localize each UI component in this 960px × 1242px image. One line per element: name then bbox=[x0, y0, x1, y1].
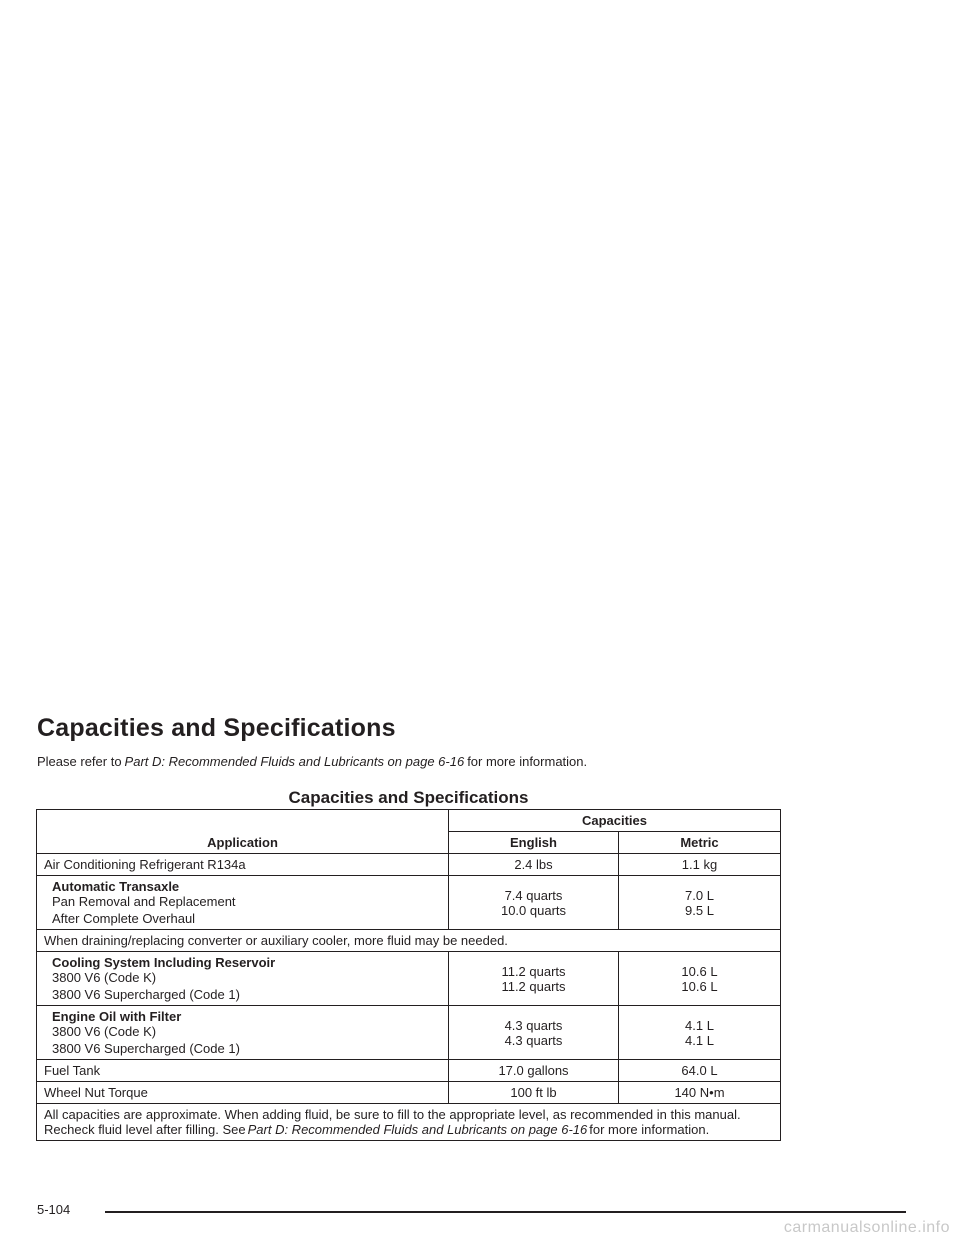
header-metric: Metric bbox=[619, 832, 781, 854]
english-value: 7.4 quarts bbox=[504, 887, 563, 903]
table-title: Capacities and Specifications bbox=[288, 788, 529, 807]
group-title: Automatic Transaxle bbox=[52, 879, 180, 894]
metric-value: 10.6 L bbox=[681, 963, 718, 979]
header-capacities: Capacities bbox=[449, 810, 781, 832]
metric-cell: 1.1 kg bbox=[619, 854, 781, 876]
sub-item: 3800 V6 Supercharged (Code 1) bbox=[52, 1041, 240, 1056]
metric-cell bbox=[619, 876, 781, 930]
english-cell bbox=[449, 1006, 619, 1060]
note-cell: When draining/replacing converter or auxiliary cooler, more fluid may be needed. bbox=[37, 930, 781, 952]
intro-paragraph bbox=[37, 752, 587, 772]
metric-value: 4.1 L bbox=[685, 1032, 714, 1048]
table-header-row bbox=[37, 810, 781, 832]
intro-cross-reference: Part D: Recommended Fluids and Lubricants on page 6-16 bbox=[124, 754, 465, 769]
intro-text-before: Please refer to bbox=[37, 754, 122, 769]
english-value: 11.2 quarts bbox=[501, 978, 566, 994]
table-row bbox=[37, 1006, 781, 1060]
sub-item: Pan Removal and Replacement bbox=[52, 894, 236, 909]
table-row bbox=[37, 952, 781, 1006]
application-cell bbox=[37, 876, 449, 930]
english-cell: 100 ft lb bbox=[449, 1082, 619, 1104]
metric-cell: 140 N•m bbox=[619, 1082, 781, 1104]
application-cell: Air Conditioning Refrigerant R134a bbox=[37, 854, 449, 876]
metric-value: 7.0 L bbox=[685, 887, 714, 903]
sub-item: 3800 V6 Supercharged (Code 1) bbox=[52, 987, 240, 1002]
metric-value: 10.6 L bbox=[681, 978, 718, 994]
header-english: English bbox=[449, 832, 619, 854]
metric-value: 4.1 L bbox=[685, 1017, 714, 1033]
group-title: Cooling System Including Reservoir bbox=[52, 955, 276, 970]
english-value: 11.2 quarts bbox=[501, 963, 566, 979]
table-row bbox=[37, 854, 781, 876]
english-cell: 2.4 lbs bbox=[449, 854, 619, 876]
page-number: 5-104 bbox=[37, 1202, 71, 1217]
sub-item: 3800 V6 (Code K) bbox=[52, 970, 157, 985]
footnote-text-before: All capacities are approximate. When adding fluid, be sure to fill to the appropriate level, as recommended in this manual. Recheck fluid level after filling. See bbox=[44, 1107, 741, 1137]
english-value: 10.0 quarts bbox=[500, 902, 567, 918]
watermark: carmanualsonline.info bbox=[783, 1219, 950, 1236]
table-note-row bbox=[37, 930, 781, 952]
sub-item: 3800 V6 (Code K) bbox=[52, 1024, 157, 1039]
application-cell bbox=[37, 1006, 449, 1060]
footnote-cross-reference: Part D: Recommended Fluids and Lubricants on page 6-16 bbox=[247, 1122, 588, 1137]
metric-cell bbox=[619, 952, 781, 1006]
table-row bbox=[37, 876, 781, 930]
english-cell bbox=[449, 876, 619, 930]
footnote-cell bbox=[37, 1104, 781, 1141]
english-cell bbox=[449, 952, 619, 1006]
intro-text-after: for more information. bbox=[467, 754, 588, 769]
table-row bbox=[37, 1082, 781, 1104]
header-application: Application bbox=[37, 810, 449, 854]
english-cell: 17.0 gallons bbox=[449, 1060, 619, 1082]
group-title: Engine Oil with Filter bbox=[52, 1009, 182, 1024]
table-row bbox=[37, 1060, 781, 1082]
english-value: 4.3 quarts bbox=[504, 1017, 563, 1033]
application-cell bbox=[37, 952, 449, 1006]
metric-cell bbox=[619, 1006, 781, 1060]
application-cell: Fuel Tank bbox=[37, 1060, 449, 1082]
section-title: Capacities and Specifications bbox=[37, 714, 396, 742]
metric-value: 9.5 L bbox=[685, 902, 714, 918]
application-cell: Wheel Nut Torque bbox=[37, 1082, 449, 1104]
sub-item: After Complete Overhaul bbox=[52, 911, 196, 926]
capacities-table bbox=[36, 809, 781, 1141]
table-footnote-row bbox=[37, 1104, 781, 1141]
english-value: 4.3 quarts bbox=[504, 1032, 563, 1048]
metric-cell: 64.0 L bbox=[619, 1060, 781, 1082]
footnote-text-after: for more information. bbox=[589, 1122, 710, 1137]
footer-rule bbox=[105, 1211, 906, 1213]
